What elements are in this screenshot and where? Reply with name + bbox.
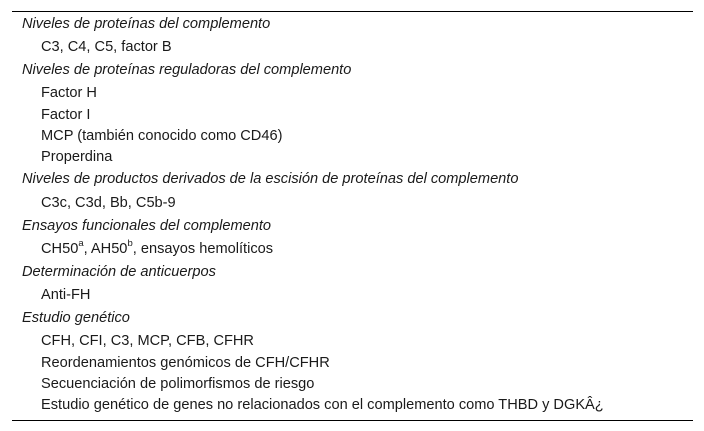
complement-studies-table (12, 11, 693, 421)
section-title-complement-protein-levels: Niveles de proteínas del complemento (22, 16, 271, 32)
list-item: Factor I (41, 107, 91, 124)
footnote-a: a (78, 237, 84, 249)
separator-text: , (83, 240, 91, 257)
list-item: Estudio genético de genes no relacionados con el complemento como THBD y DGKÂ¿ (41, 397, 604, 414)
ah50-text: AH50 (90, 240, 128, 257)
ch50-text: CH50 (41, 240, 79, 257)
list-item: CFH, CFI, C3, MCP, CFB, CFHR (41, 333, 254, 350)
list-item: MCP (también conocido como CD46) (41, 128, 283, 145)
footnote-b: b (127, 237, 133, 249)
list-item: Secuenciación de polimorfismos de riesgo (41, 376, 315, 393)
table-body (12, 12, 693, 420)
section-title-cleavage-products: Niveles de productos derivados de la escisión de proteínas del complemento (22, 171, 519, 188)
list-item: Reordenamientos genómicos de CFH/CFHR (41, 355, 330, 372)
list-item: C3, C4, C5, factor B (41, 39, 172, 56)
list-item: C3c, C3d, Bb, C5b-9 (41, 194, 176, 211)
list-item: Factor H (41, 85, 97, 102)
section-title-antibody-determination: Determinación de anticuerpos (22, 263, 216, 280)
section-title-functional-assays: Ensayos funcionales del complemento (22, 217, 272, 234)
list-item-functional-assays (12, 238, 693, 261)
list-item: Properdina (41, 149, 113, 166)
section-title-genetic-study: Estudio genético (22, 309, 130, 326)
hemolytic-assays-text: , ensayos hemolíticos (132, 240, 274, 257)
section-title-regulatory-protein-levels: Niveles de proteínas reguladoras del complemento (22, 62, 352, 79)
list-item: Anti-FH (41, 286, 91, 303)
